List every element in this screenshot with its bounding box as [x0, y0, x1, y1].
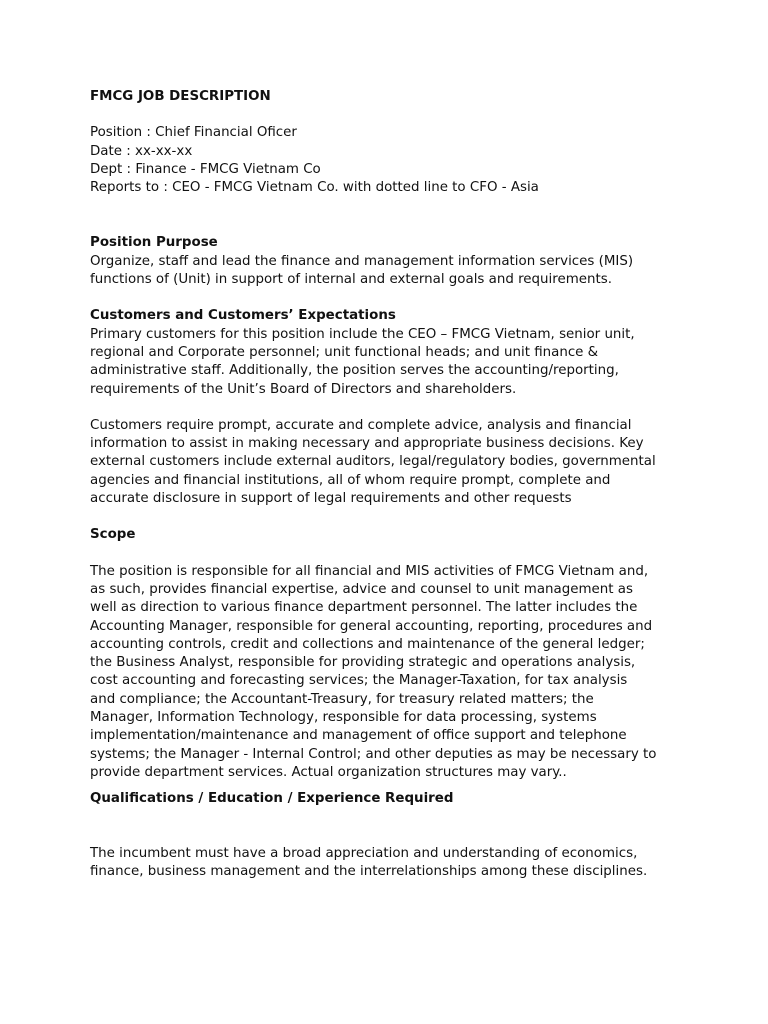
text-line: finance, business management and the interrelationships among these disciplines.	[90, 863, 648, 879]
text-line: external customers include external auditors, legal/regulatory bodies, governmental	[90, 454, 656, 470]
position-purpose-heading: Position Purpose	[90, 235, 218, 251]
meta-date: Date : xx-xx-xx	[90, 143, 193, 159]
text-line: functions of (Unit) in support of internal and external goals and requirements.	[90, 272, 612, 288]
text-line: cost accounting and forecasting services; the Manager-Taxation, for tax analysis	[90, 673, 628, 689]
text-line: administrative staff. Additionally, the position serves the accounting/reporting,	[90, 363, 619, 379]
customers-heading: Customers and Customers’ Expectations	[90, 308, 396, 324]
text-line: information to assist in making necessary and appropriate business decisions. Key	[90, 436, 644, 452]
text-line: agencies and financial institutions, all of whom require prompt, complete and	[90, 472, 611, 488]
document-title: FMCG JOB DESCRIPTION	[90, 89, 271, 104]
text-line: Manager, Information Technology, responsible for data processing, systems	[90, 710, 597, 726]
text-line: The position is responsible for all financial and MIS activities of FMCG Vietnam and,	[90, 563, 649, 579]
text-line: Accounting Manager, responsible for general accounting, reporting, procedures and	[90, 618, 653, 634]
text-line: as such, provides financial expertise, advice and counsel to unit management as	[90, 581, 633, 597]
job-meta	[90, 124, 690, 197]
text-line: systems; the Manager - Internal Control; and other deputies as may be necessary to	[90, 746, 657, 762]
meta-position: Position : Chief Financial Oficer	[90, 125, 297, 141]
text-line: implementation/maintenance and management of office support and telephone	[90, 728, 627, 744]
customers-paragraph-2	[90, 417, 690, 508]
meta-reports-to: Reports to : CEO - FMCG Vietnam Co. with dotted line to CFO - Asia	[90, 180, 539, 196]
text-line: well as direction to various finance department personnel. The latter includes the	[90, 600, 638, 616]
position-purpose-text	[90, 253, 690, 290]
text-line: requirements of the Unit’s Board of Directors and shareholders.	[90, 381, 517, 397]
text-line: provide department services. Actual organization structures may vary..	[90, 764, 567, 780]
scope-text	[90, 563, 690, 783]
text-line: accurate disclosure in support of legal requirements and other requests	[90, 491, 572, 507]
text-line: The incumbent must have a broad appreciation and understanding of economics,	[90, 845, 638, 861]
qualifications-heading: Qualifications / Education / Experience Required	[90, 791, 454, 807]
text-line: regional and Corporate personnel; unit functional heads; and unit finance &	[90, 344, 599, 360]
text-line: and compliance; the Accountant-Treasury, for treasury related matters; the	[90, 691, 594, 707]
customers-paragraph-1	[90, 326, 690, 399]
meta-dept: Dept : Finance - FMCG Vietnam Co	[90, 161, 321, 177]
document-body	[90, 88, 690, 881]
scope-heading: Scope	[90, 527, 136, 543]
text-line: accounting controls, credit and collections and maintenance of the general ledger;	[90, 636, 645, 652]
text-line: Organize, staff and lead the finance and management information services (MIS)	[90, 253, 634, 269]
text-line: the Business Analyst, responsible for providing strategic and operations analysis,	[90, 655, 636, 671]
text-line: Customers require prompt, accurate and complete advice, analysis and financial	[90, 417, 632, 433]
qualifications-text	[90, 845, 690, 882]
text-line: Primary customers for this position include the CEO – FMCG Vietnam, senior unit,	[90, 326, 635, 342]
